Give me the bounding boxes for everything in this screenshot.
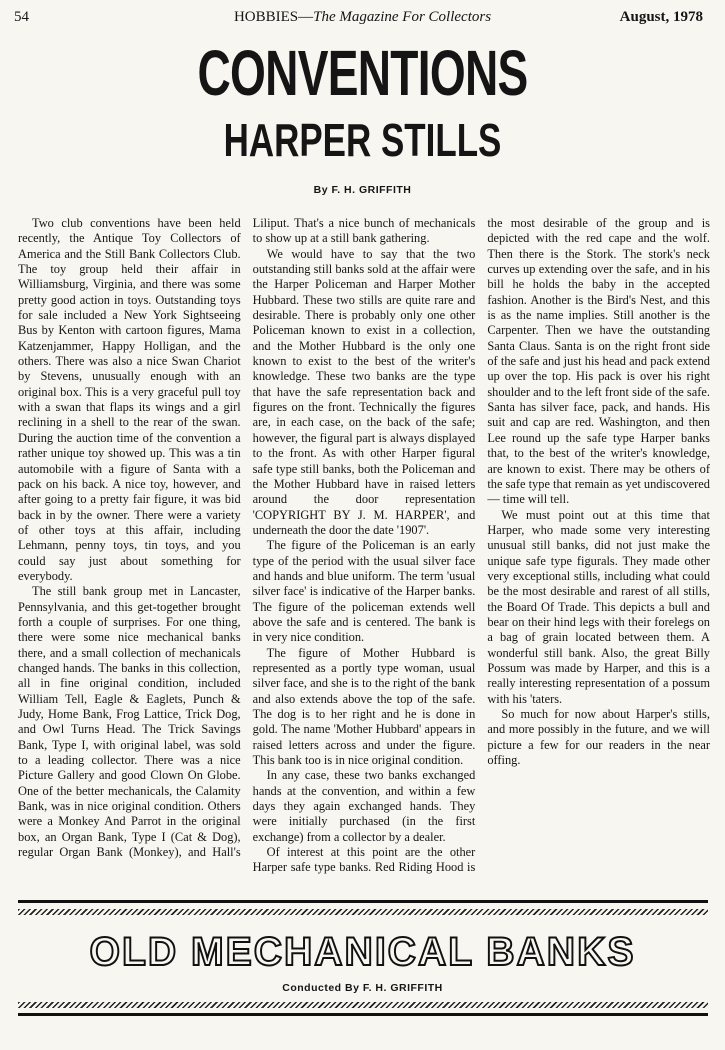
- banner-bottom-ornament: [18, 1002, 708, 1008]
- article-body: [18, 216, 710, 888]
- banner-top-rule: [18, 900, 708, 903]
- paragraph: We would have to say that the two outstanding still banks sold at the affair were the Harper Policeman and Harper Mother Hubbard. These two stills are quite rare and desirable. There is probably only one other Policeman known to exist in a collection, and the Mother Hubbard is the only one known to exist to the best of the writer's knowledge. These two banks are the type that have the safe representation back and figures on the front. Technically the figures are, in each case, on the back of the safe; however, the figural part is always displayed to the front. As with other Harper figural safe type still banks, both the Policeman and the Mother Hubbard have in raised letters around the door representation 'COPYRIGHT BY J. M. HARPER', and underneath the door the date '1907'.: [252, 246, 476, 537]
- magazine-name: HOBBIES: [233, 9, 299, 25]
- column-banner-title: OLD MECHANICAL BANKS: [89, 930, 636, 974]
- issue-date: August, 1978: [619, 9, 703, 25]
- paragraph: The figure of the Policeman is an early type of the period with the usual silver face and hands and blue uniform. The term 'usual silver face' is indicative of the Harper banks. The figure of the policeman extends well above the safe and is centered. The bank is in very nice condition.: [252, 538, 476, 645]
- paragraph: Of interest at this point are the other Harper safe type banks. Red Riding Hood is the most desirable of the group and is depicted with the red cape and the wolf. Then there is the Stork. The stork's neck curves up extending over the safe, and in his bill he holds the baby in the accepted fashion. Another is the Bird's Nest, and this is as the name implies. Still another is the Carpenter. Then we have the outstanding Santa Claus. Santa is on the right front side of the safe and just his head and pack extend up over the top. His pack is over his right shoulder and to the left front side of the safe. Santa has silver face, pack, and hands. His suit and cap are red. Washington, and then Lee round up the safe type Harper banks that, to the best of the writer's knowledge, are known to exist. There may be others of the safe type that remain as yet undiscovered — time will tell.: [252, 216, 710, 875]
- paragraph: Two club conventions have been held recently, the Antique Toy Collectors of America and the Still Bank Collectors Club. The toy group held their affair in Williamsburg, Virginia, and there was some pretty good action in toys. Outstanding toys for sale included a New York Sightseeing Bus by Kenton with cartoon figures, Mama Katzenjammer, Happy Holligan, and the others. There was also a nice Swan Chariot by Stevens, unusually enough with an original box. This is a very graceful pull toy with a swan that flaps its wings and a girl reclining in a shell to the rear of the swan. During the auction time of the convention a rather unique toy showed up. This was a tin automobile with a figure of Santa with a pack on his back. A nice toy, however, and after going to a pretty fair figure, it was bid back in by the owner. There were a variety of other toys at this affair, including Lehmann, penny toys, tin toys, and you could say just about something for everybody.: [18, 216, 241, 583]
- paragraph: The figure of Mother Hubbard is represented as a portly type woman, usual silver face, and she is to the right of the bank and also extends above the top of the safe. The dog is to her right and he is done in gold. The name 'Mother Hubbard' appears in raised letters across and under the figure. This bank too is in nice original condition.: [252, 645, 476, 768]
- column-conducted-by: Conducted By F. H. GRIFFITH: [282, 982, 443, 994]
- paragraph: So much for now about Harper's stills, and more possibly in the future, and we will picture a few for our readers in the near offing.: [487, 707, 710, 768]
- paragraph: The still bank group met in Lancaster, Pennsylvania, and this get-together brought forth a couple of surprises. For one thing, there were some nice mechanical banks there, and a small collection of mechanicals changed hands. The banks in this collection, all in fine original condition, included William Tell, Eagle & Eaglets, Punch & Judy, Home Bank, Frog Lattice, Trick Dog, and Owl Turns Head. The Trick Savings Bank, Type I, with original label, was sold to a leading collector. There was a nice Picture Gallery and good Clown On Globe. One of the better mechanicals, the Calamity Bank, was in nice original condition. Others were a Monkey And Parrot in the original box, an Organ Bank, Type I (Cat & Dog), regular Organ Bank (Monkey), and Hall's Liliput. That's a nice bunch of mechanicals to show up at a still bank gathering.: [18, 216, 476, 860]
- page-header: [0, 9, 725, 31]
- page-number: 54: [14, 9, 29, 25]
- banner-bottom-rule: [18, 1013, 708, 1016]
- article-title-line-2: HARPER STILLS: [223, 114, 502, 166]
- article-byline: By F. H. GRIFFITH: [313, 184, 412, 196]
- paragraph: In any case, these two banks exchanged hands at the convention, and within a few days they again exchanged hands. They were initially purchased (in the first exchange) from a collector by a dealer.: [252, 768, 476, 844]
- article-title-line-1: CONVENTIONS: [197, 37, 528, 109]
- magazine-tagline: The Magazine For Collectors: [313, 9, 492, 25]
- paragraph: We must point out at this time that Harper, who made some very interesting unusual still banks, did not just make the unique safe type figurals. They made other very exceptional stills, including what could be the most desirable and rarest of all stills, the Board Of Trade. This depicts a bull and bear on their hind legs with their forelegs on a bag of grain located between them. A wonderful still bank. Also, the great Billy Possum was made by Harper, and this is a really interesting representation of a possum with his 'taters.: [487, 507, 710, 706]
- running-head: HOBBIES—The Magazine For Collectors: [233, 9, 492, 25]
- banner-top-ornament: [18, 909, 708, 915]
